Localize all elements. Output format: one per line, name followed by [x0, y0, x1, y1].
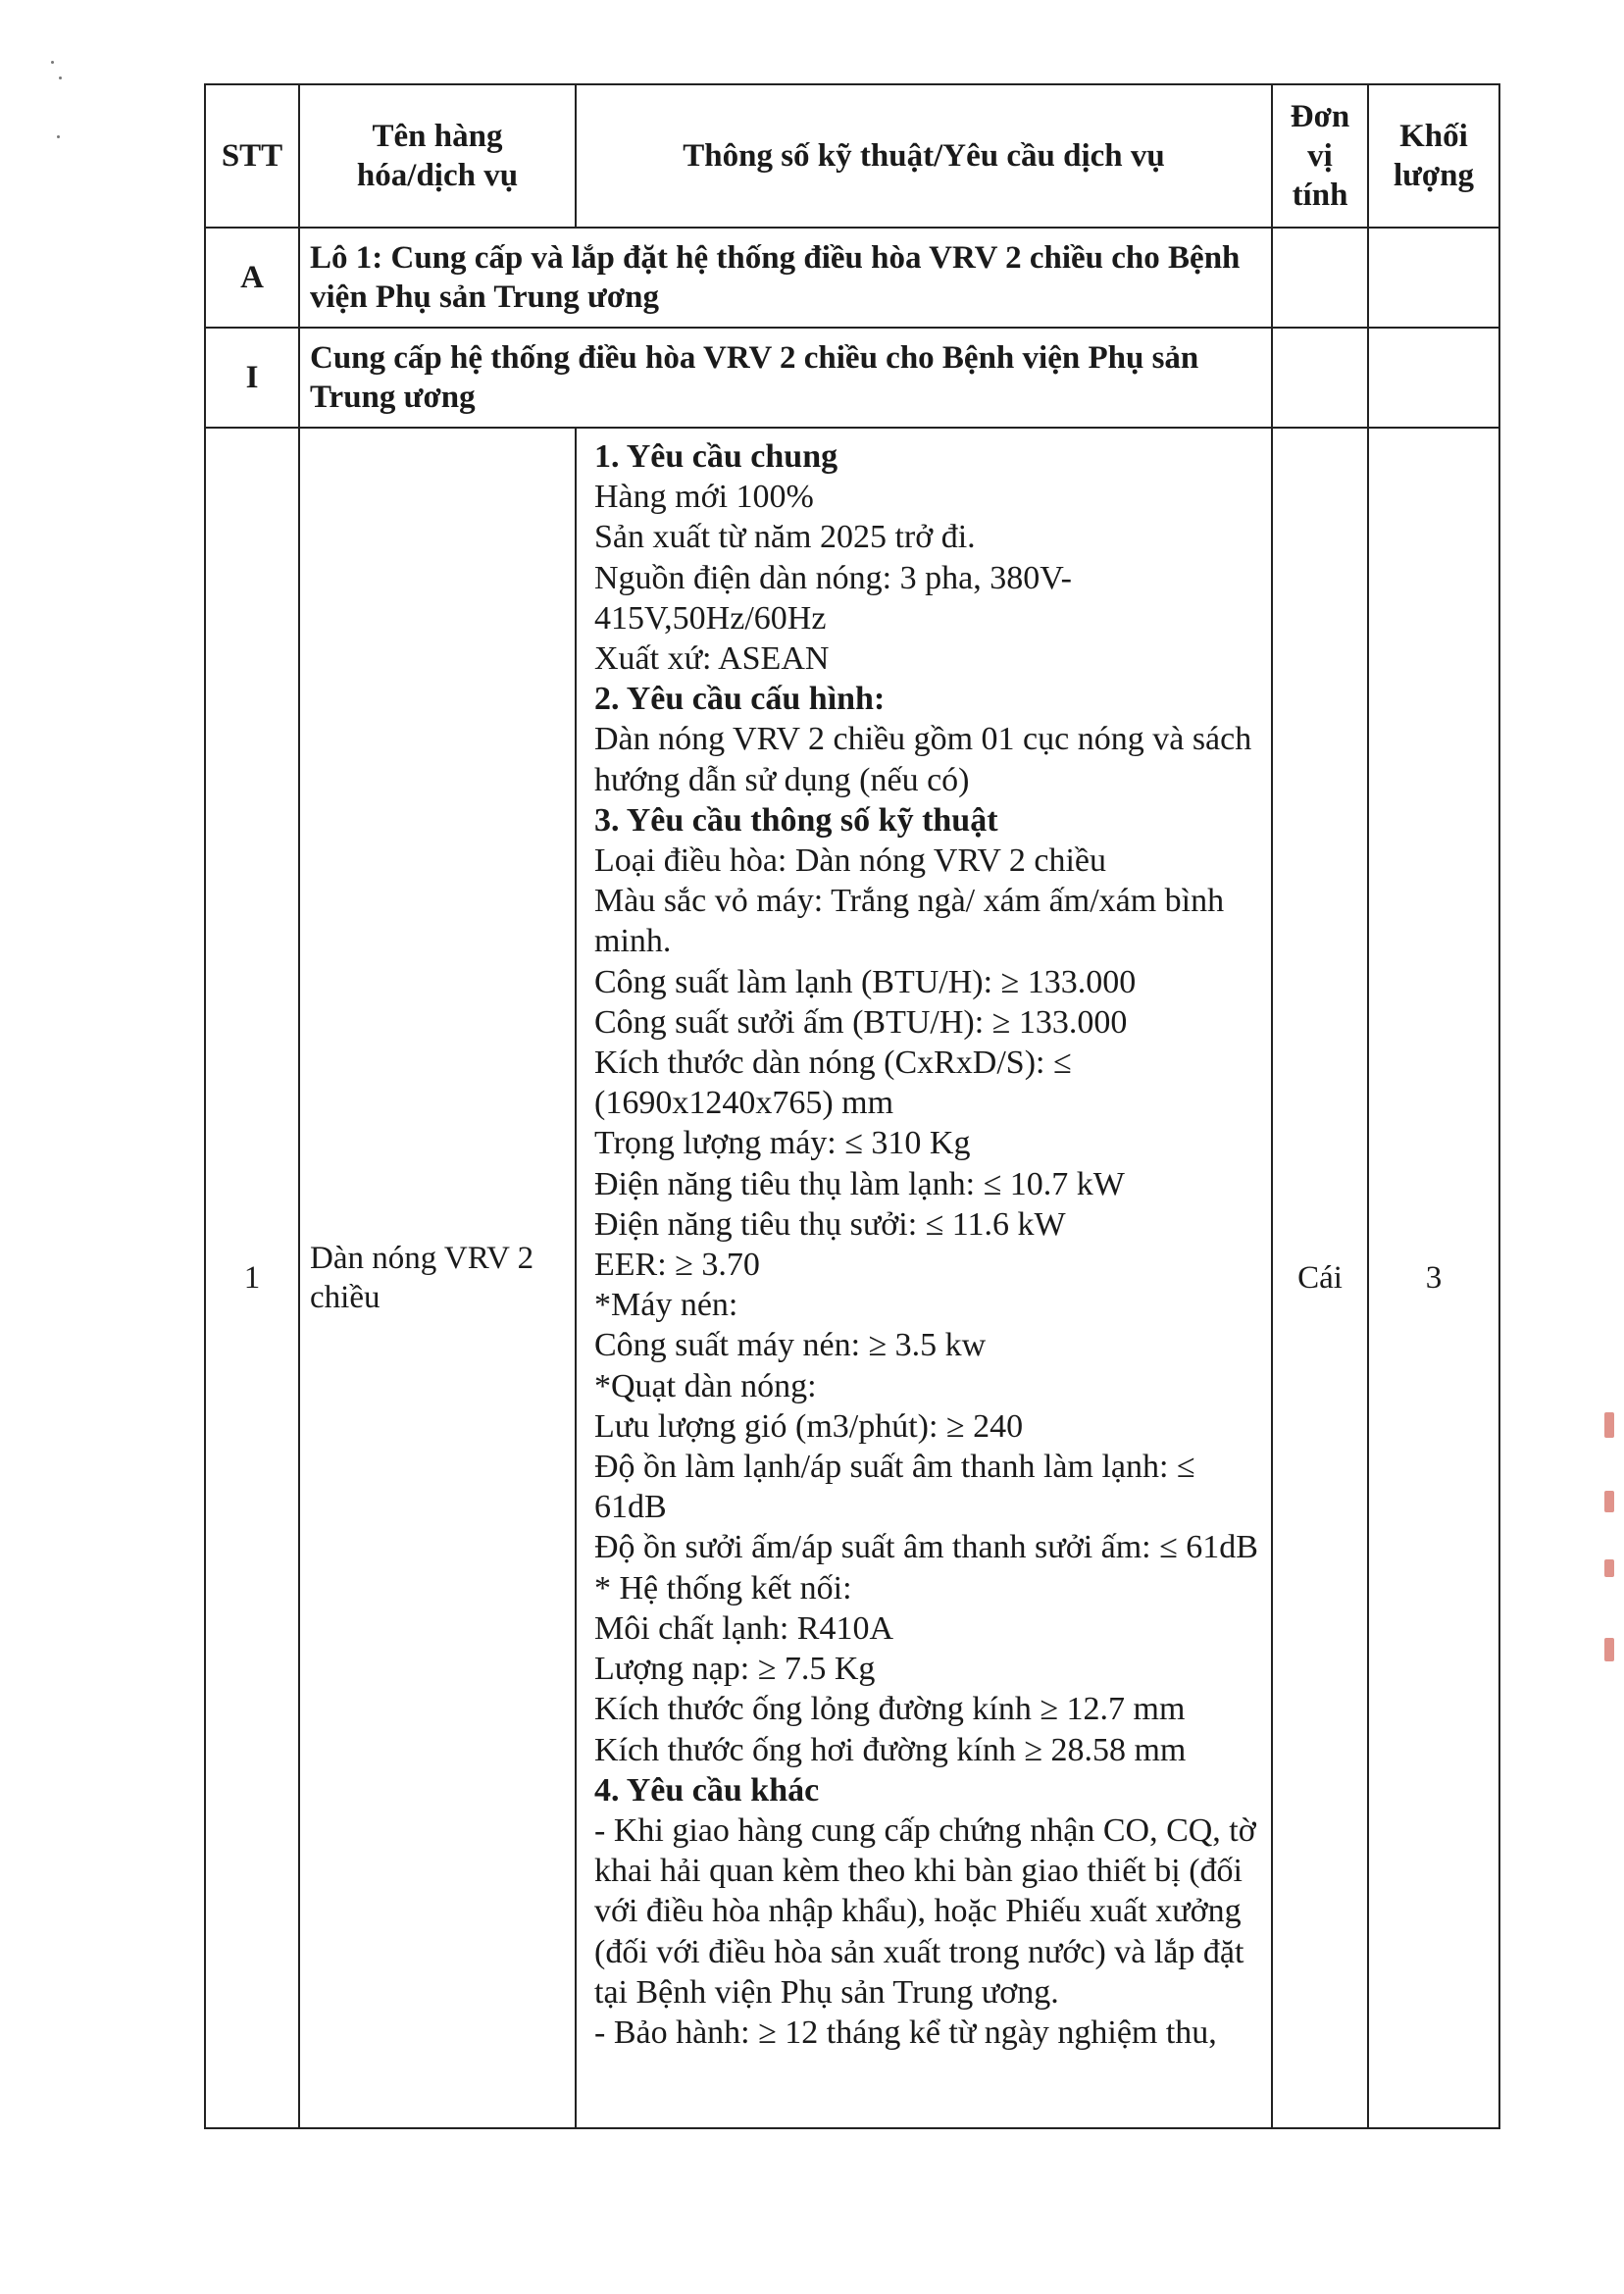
spec-line: Môi chất lạnh: R410A: [594, 1609, 894, 1647]
spec-line: * Hệ thống kết nối:: [594, 1569, 852, 1606]
header-row: [205, 84, 1499, 228]
scan-speck: [59, 76, 62, 79]
section-i-unit: [1272, 328, 1368, 428]
spec-line: Kích thước ống lỏng đường kính ≥ 12.7 mm: [594, 1691, 1186, 1728]
section-i-title: Cung cấp hệ thống điều hòa VRV 2 chiều cho Bệnh viện Phụ sản Trung ương: [299, 328, 1272, 428]
side-stamp-mark: [1604, 1559, 1614, 1577]
spec-line: - Bảo hành: ≥ 12 tháng kể từ ngày nghiệm thu,: [594, 2014, 1217, 2051]
spec-line: Độ ồn làm lạnh/áp suất âm thanh làm lạnh: ≤ 61dB: [594, 1449, 1195, 1526]
spec-line: Độ ồn sưởi ấm/áp suất âm thanh sưởi ấm: ≤ 61dB: [594, 1529, 1258, 1566]
spec-line: EER: ≥ 3.70: [594, 1247, 760, 1284]
item-row: [205, 428, 1499, 2128]
header-stt: STT: [205, 84, 299, 228]
item-name: Dàn nóng VRV 2 chiều: [299, 428, 576, 2128]
spec-heading: 3. Yêu cầu thông số kỹ thuật: [594, 801, 998, 839]
spec-line: Loại điều hòa: Dàn nóng VRV 2 chiều: [594, 842, 1106, 880]
spec-line: Nguồn điện dàn nóng: 3 pha, 380V-415V,50Hz/60Hz: [594, 559, 1072, 637]
spec-line: Hàng mới 100%: [594, 479, 814, 516]
spec-line: Kích thước ống hơi đường kính ≥ 28.58 mm: [594, 1731, 1187, 1768]
spec-line: *Máy nén:: [594, 1287, 738, 1324]
spec-line: Lưu lượng gió (m3/phút): ≥ 240: [594, 1407, 1024, 1445]
spec-line: Xuất xứ: ASEAN: [594, 640, 830, 678]
spec-line: Điện năng tiêu thụ sưởi: ≤ 11.6 kW: [594, 1205, 1066, 1243]
header-unit: Đơn vị tính: [1272, 84, 1368, 228]
section-a-qty: [1368, 228, 1499, 328]
side-stamp-mark: [1604, 1491, 1614, 1512]
section-i-row: [205, 328, 1499, 428]
side-stamp-mark: [1604, 1412, 1614, 1438]
section-i-stt: I: [205, 328, 299, 428]
header-qty: Khối lượng: [1368, 84, 1499, 228]
spec-line: Điện năng tiêu thụ làm lạnh: ≤ 10.7 kW: [594, 1165, 1125, 1202]
item-unit: Cái: [1272, 428, 1368, 2128]
spec-line: Công suất sưởi ấm (BTU/H): ≥ 133.000: [594, 1003, 1128, 1041]
spec-line: Kích thước dàn nóng (CxRxD/S): ≤ (1690x1240x765) mm: [594, 1045, 1072, 1122]
specification-table: [204, 83, 1500, 2129]
section-a-title: Lô 1: Cung cấp và lắp đặt hệ thống điều hòa VRV 2 chiều cho Bệnh viện Phụ sản Trung ương: [299, 228, 1272, 328]
section-a-stt: A: [205, 228, 299, 328]
item-stt: 1: [205, 428, 299, 2128]
side-stamp-mark: [1604, 1638, 1614, 1661]
spec-heading: 4. Yêu cầu khác: [594, 1771, 820, 1809]
spec-line: Màu sắc vỏ máy: Trắng ngà/ xám ấm/xám bình minh.: [594, 883, 1225, 960]
header-spec: Thông số kỹ thuật/Yêu cầu dịch vụ: [576, 84, 1272, 228]
spec-heading: 1. Yêu cầu chung: [594, 438, 838, 475]
spec-line: Lượng nạp: ≥ 7.5 Kg: [594, 1651, 876, 1688]
spec-line: Công suất làm lạnh (BTU/H): ≥ 133.000: [594, 963, 1137, 1000]
header-name: Tên hàng hóa/dịch vụ: [299, 84, 576, 228]
item-spec: [576, 428, 1272, 2128]
spec-line: Công suất máy nén: ≥ 3.5 kw: [594, 1327, 987, 1364]
scan-speck: [57, 135, 60, 138]
spec-line: Trọng lượng máy: ≤ 310 Kg: [594, 1125, 971, 1162]
scan-speck: [51, 61, 54, 64]
spec-line: *Quạt dàn nóng:: [594, 1367, 817, 1404]
spec-line: - Khi giao hàng cung cấp chứng nhận CO, CQ, tờ khai hải quan kèm theo khi bàn giao thiết bị (đối với điều hòa nhập khẩu), hoặc Phiếu xuất xưởng (đối với điều hòa sản xuất trong nước) và lắp đặt tại Bệnh viện Phụ sản Trung ương.: [594, 1811, 1256, 2011]
spec-line: Sản xuất từ năm 2025 trở đi.: [594, 519, 976, 556]
section-a-row: [205, 228, 1499, 328]
section-i-qty: [1368, 328, 1499, 428]
item-qty: 3: [1368, 428, 1499, 2128]
spec-heading: 2. Yêu cầu cấu hình:: [594, 681, 886, 718]
spec-line: Dàn nóng VRV 2 chiều gồm 01 cục nóng và sách hướng dẫn sử dụng (nếu có): [594, 721, 1252, 798]
section-a-unit: [1272, 228, 1368, 328]
